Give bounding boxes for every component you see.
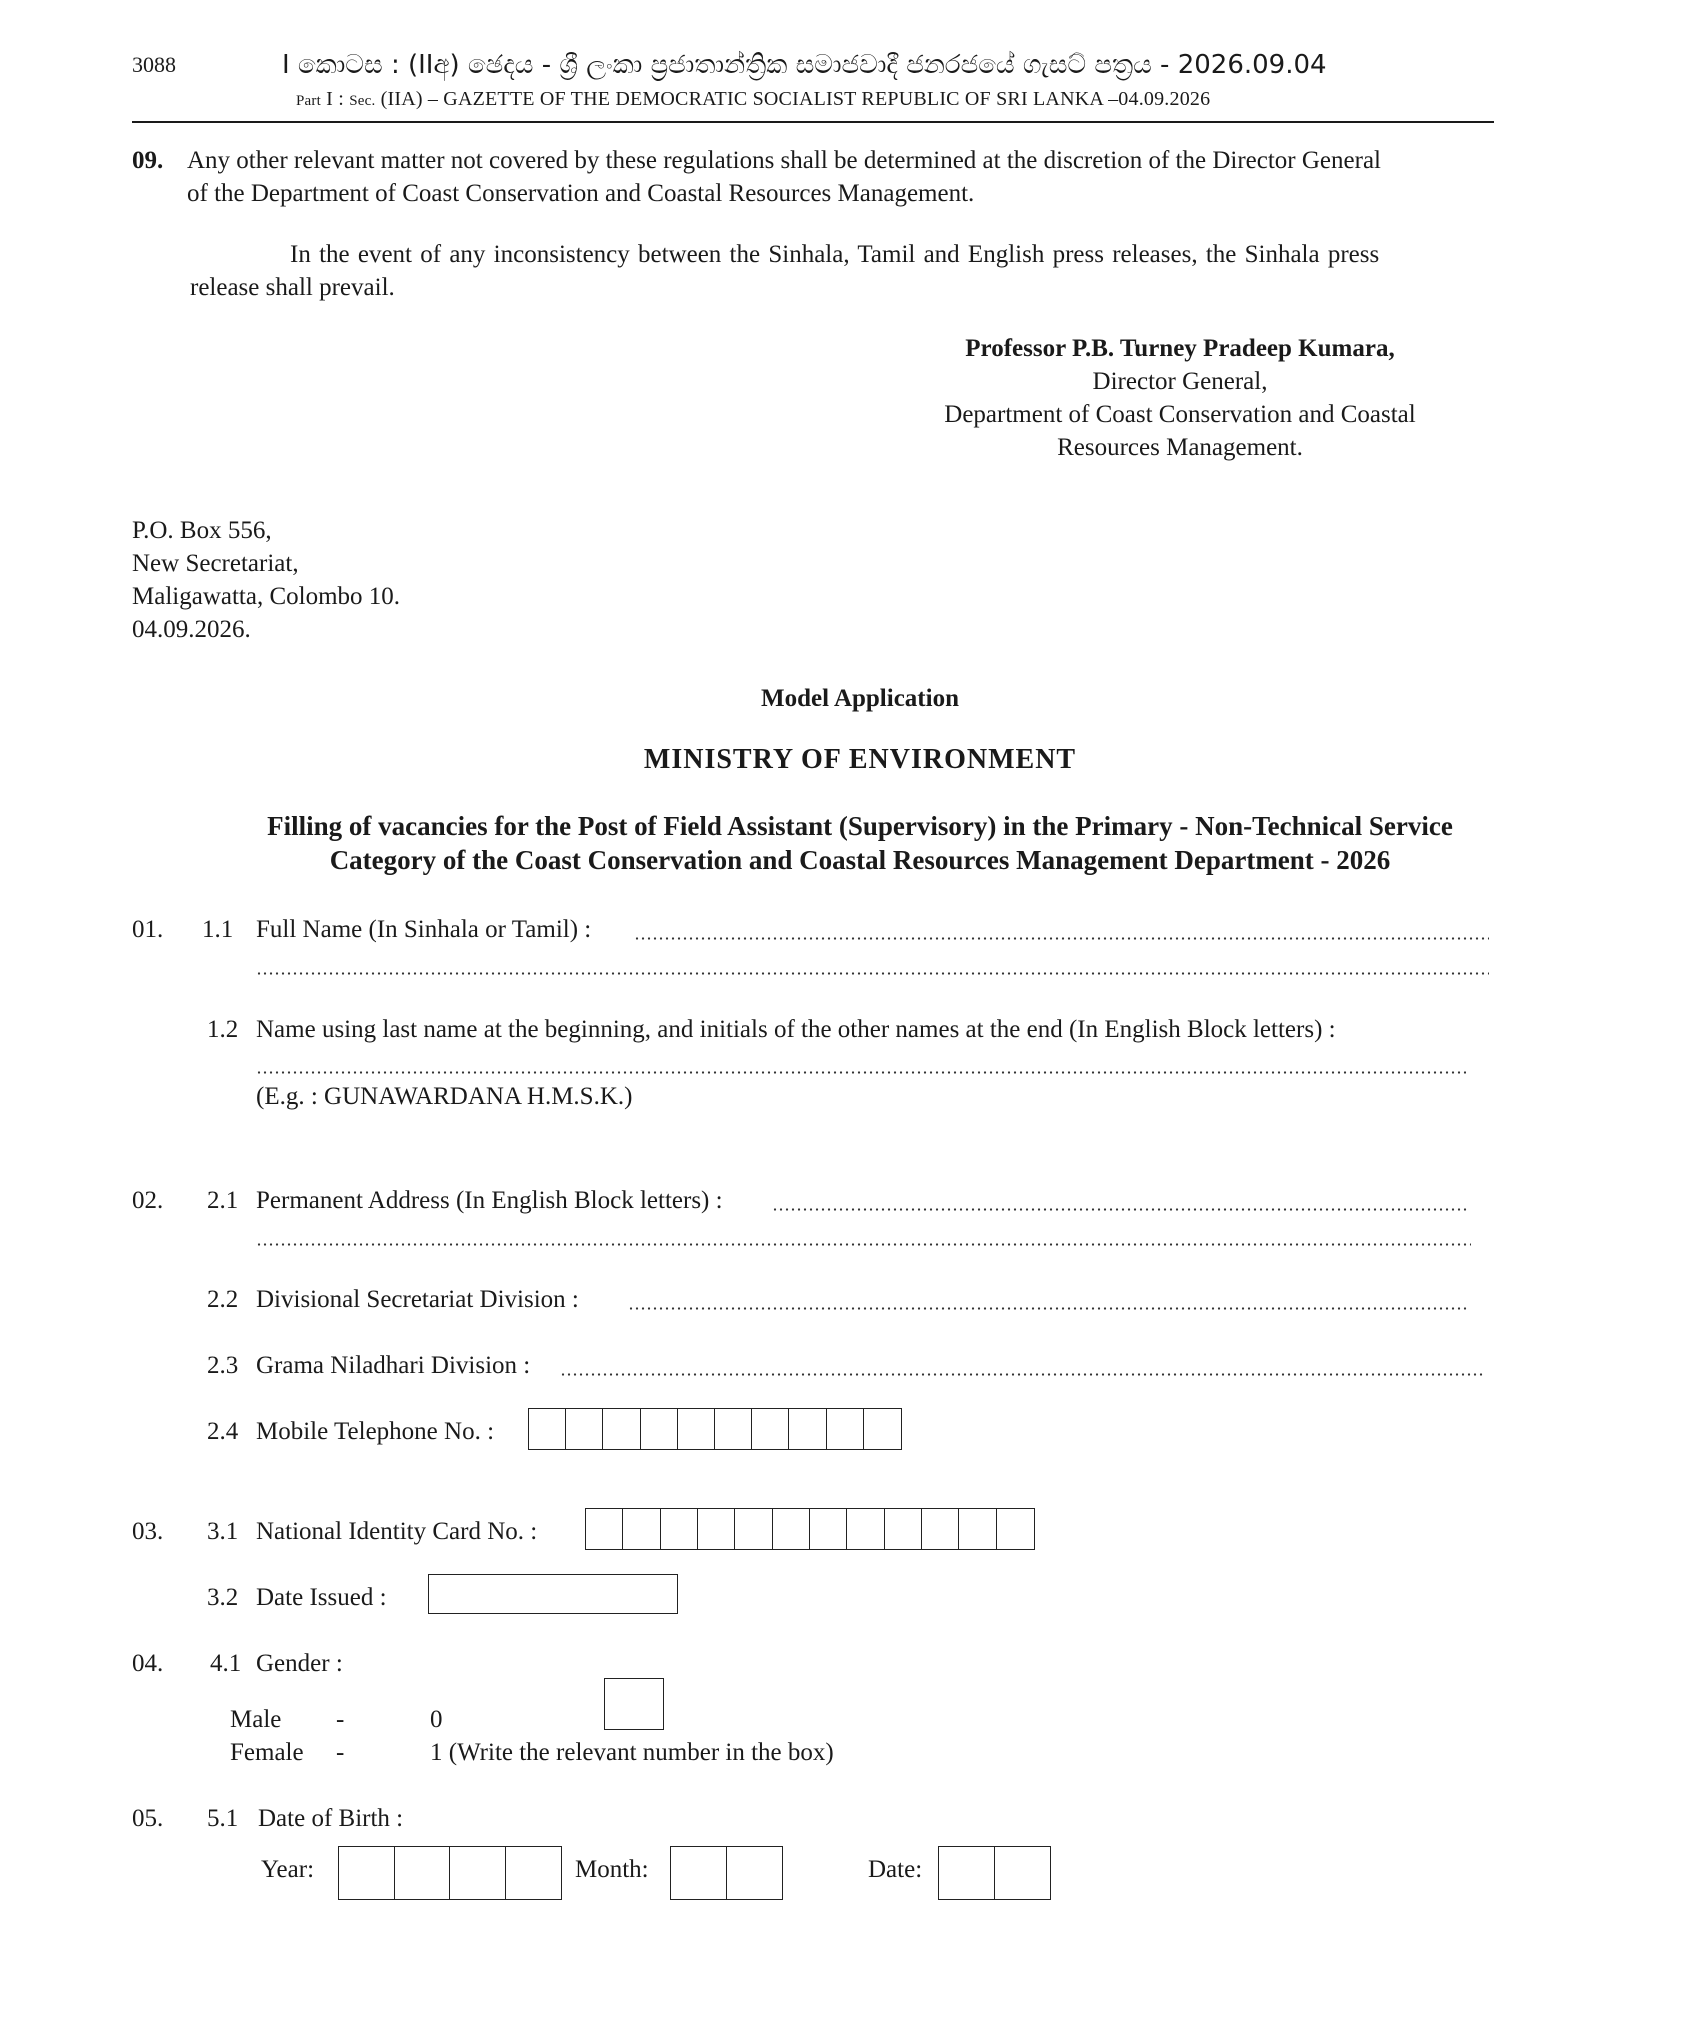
gazette-title-text: (IIA) – GAZETTE OF THE DEMOCRATIC SOCIALIST REPUBLIC OF SRI LANKA –04.09.2026	[380, 88, 1211, 110]
digit-box[interactable]	[939, 1847, 995, 1899]
female-code-instruction: 1 (Write the relevant number in the box)	[430, 1739, 834, 1766]
section-03-number: 03.	[132, 1518, 164, 1545]
digit-box[interactable]	[566, 1409, 603, 1449]
clause-line-2: of the Department of Coast Conservation and Coastal Resources Management.	[187, 180, 975, 207]
item-3-2-number: 3.2	[207, 1584, 239, 1611]
part-label: Part	[296, 93, 321, 109]
english-gazette-title	[296, 88, 1210, 111]
signatory-dept-2: Resources Management.	[1057, 434, 1303, 461]
date-of-birth-label: Date of Birth :	[258, 1805, 404, 1832]
birth-month-boxes[interactable]	[670, 1846, 783, 1900]
ds-division-field[interactable]	[628, 1307, 1469, 1310]
digit-box[interactable]	[586, 1509, 623, 1549]
address-line-2: New Secretariat,	[132, 550, 299, 577]
inconsistency-line-1: In the event of any inconsistency between the Sinhala, Tamil and English press releases, the Sinhala press	[290, 241, 1380, 268]
full-name-label: Full Name (In Sinhala or Tamil) :	[256, 916, 592, 943]
sinhala-gazette-title: I කොටස : (IIඅ) ඡෙදය - ශ්‍රී ලංකා ප්‍රජාතාන්ත්‍රික සමාජවාදී ජනරජයේ ගැසට් පත්‍රය - 2026.09.04	[282, 50, 1327, 80]
permanent-address-field[interactable]	[772, 1208, 1469, 1211]
item-1-1-number: 1.1	[202, 916, 234, 943]
digit-box[interactable]	[727, 1847, 783, 1899]
digit-box[interactable]	[827, 1409, 864, 1449]
digit-box[interactable]	[922, 1509, 959, 1549]
digit-box[interactable]	[735, 1509, 772, 1549]
digit-box[interactable]	[529, 1409, 566, 1449]
item-3-1-number: 3.1	[207, 1518, 239, 1545]
digit-box[interactable]	[864, 1409, 901, 1449]
clause-line-1: Any other relevant matter not covered by these regulations shall be determined at the discretion of the Director General	[187, 147, 1381, 174]
year-label: Year:	[261, 1856, 315, 1883]
month-label: Month:	[575, 1856, 649, 1883]
section-05-number: 05.	[132, 1805, 164, 1832]
signatory-name: Professor P.B. Turney Pradeep Kumara,	[965, 335, 1395, 362]
digit-box[interactable]	[995, 1847, 1051, 1899]
sec-label: Sec.	[349, 93, 376, 109]
digit-box[interactable]	[885, 1509, 922, 1549]
digit-box[interactable]	[661, 1509, 698, 1549]
digit-box[interactable]	[847, 1509, 884, 1549]
item-2-2-number: 2.2	[207, 1286, 239, 1313]
item-4-1-number: 4.1	[210, 1650, 242, 1677]
digit-box[interactable]	[959, 1509, 996, 1549]
full-name-field-line-2[interactable]	[256, 972, 1489, 975]
item-2-4-number: 2.4	[207, 1418, 239, 1445]
permanent-address-label: Permanent Address (In English Block letters) :	[256, 1187, 723, 1214]
address-line-1: P.O. Box 556,	[132, 517, 272, 544]
birth-year-boxes[interactable]	[338, 1846, 562, 1900]
gender-label: Gender :	[256, 1650, 343, 1677]
address-date: 04.09.2026.	[132, 616, 251, 643]
digit-box[interactable]	[789, 1409, 826, 1449]
clause-number: 09.	[132, 147, 164, 174]
permanent-address-field-line-2[interactable]	[256, 1243, 1471, 1246]
signatory-title: Director General,	[1092, 368, 1268, 395]
date-issued-label: Date Issued :	[256, 1584, 387, 1611]
section-04-number: 04.	[132, 1650, 164, 1677]
mobile-number-boxes[interactable]	[528, 1408, 902, 1450]
digit-box[interactable]	[810, 1509, 847, 1549]
male-code: 0	[430, 1706, 443, 1733]
digit-box[interactable]	[623, 1509, 660, 1549]
ds-division-label: Divisional Secretariat Division :	[256, 1286, 579, 1313]
digit-box[interactable]	[506, 1847, 562, 1899]
digit-box[interactable]	[450, 1847, 506, 1899]
date-label: Date:	[868, 1856, 923, 1883]
digit-box[interactable]	[715, 1409, 752, 1449]
subject-line-1: Filling of vacancies for the Post of Field Assistant (Supervisory) in the Primary - Non-Technical Service	[267, 811, 1453, 841]
gn-division-label: Grama Niladhari Division :	[256, 1352, 531, 1379]
male-label: Male	[230, 1706, 282, 1733]
section-02-number: 02.	[132, 1187, 164, 1214]
gn-division-field[interactable]	[560, 1373, 1484, 1376]
name-with-initials-label: Name using last name at the beginning, and initials of the other names at the end (In English Block letters) :	[256, 1016, 1336, 1043]
item-2-3-number: 2.3	[207, 1352, 239, 1379]
female-dash: -	[336, 1739, 345, 1766]
item-5-1-number: 5.1	[207, 1805, 239, 1832]
digit-box[interactable]	[773, 1509, 810, 1549]
section-01-number: 01.	[132, 916, 164, 943]
signatory-dept-1: Department of Coast Conservation and Coastal	[944, 401, 1416, 428]
inconsistency-line-2: release shall prevail.	[190, 274, 395, 301]
address-line-3: Maligawatta, Colombo 10.	[132, 583, 401, 610]
digit-box[interactable]	[752, 1409, 789, 1449]
header-rule	[132, 121, 1494, 123]
digit-box[interactable]	[603, 1409, 640, 1449]
digit-box[interactable]	[339, 1847, 395, 1899]
item-2-1-number: 2.1	[207, 1187, 239, 1214]
model-application-heading: Model Application	[761, 685, 959, 712]
nic-label: National Identity Card No. :	[256, 1518, 538, 1545]
digit-box[interactable]	[641, 1409, 678, 1449]
digit-box[interactable]	[671, 1847, 727, 1899]
birth-date-boxes[interactable]	[938, 1846, 1051, 1900]
ministry-heading: MINISTRY OF ENVIRONMENT	[643, 744, 1077, 775]
date-issued-box[interactable]	[428, 1574, 678, 1614]
male-dash: -	[336, 1706, 345, 1733]
part-number: I :	[326, 88, 344, 110]
digit-box[interactable]	[395, 1847, 451, 1899]
page-number: 3088	[132, 52, 176, 77]
gender-box[interactable]	[604, 1678, 664, 1730]
item-1-2-number: 1.2	[207, 1016, 239, 1043]
digit-box[interactable]	[997, 1509, 1034, 1549]
full-name-field[interactable]	[634, 937, 1489, 940]
digit-box[interactable]	[698, 1509, 735, 1549]
female-label: Female	[230, 1739, 304, 1766]
mobile-number-label: Mobile Telephone No. :	[256, 1418, 495, 1445]
name-example: (E.g. : GUNAWARDANA H.M.S.K.)	[256, 1083, 633, 1110]
digit-box[interactable]	[678, 1409, 715, 1449]
subject-line-2: Category of the Coast Conservation and Coastal Resources Management Department - 2026	[329, 845, 1391, 875]
name-with-initials-field[interactable]	[256, 1071, 1466, 1074]
nic-number-boxes[interactable]	[585, 1508, 1035, 1550]
